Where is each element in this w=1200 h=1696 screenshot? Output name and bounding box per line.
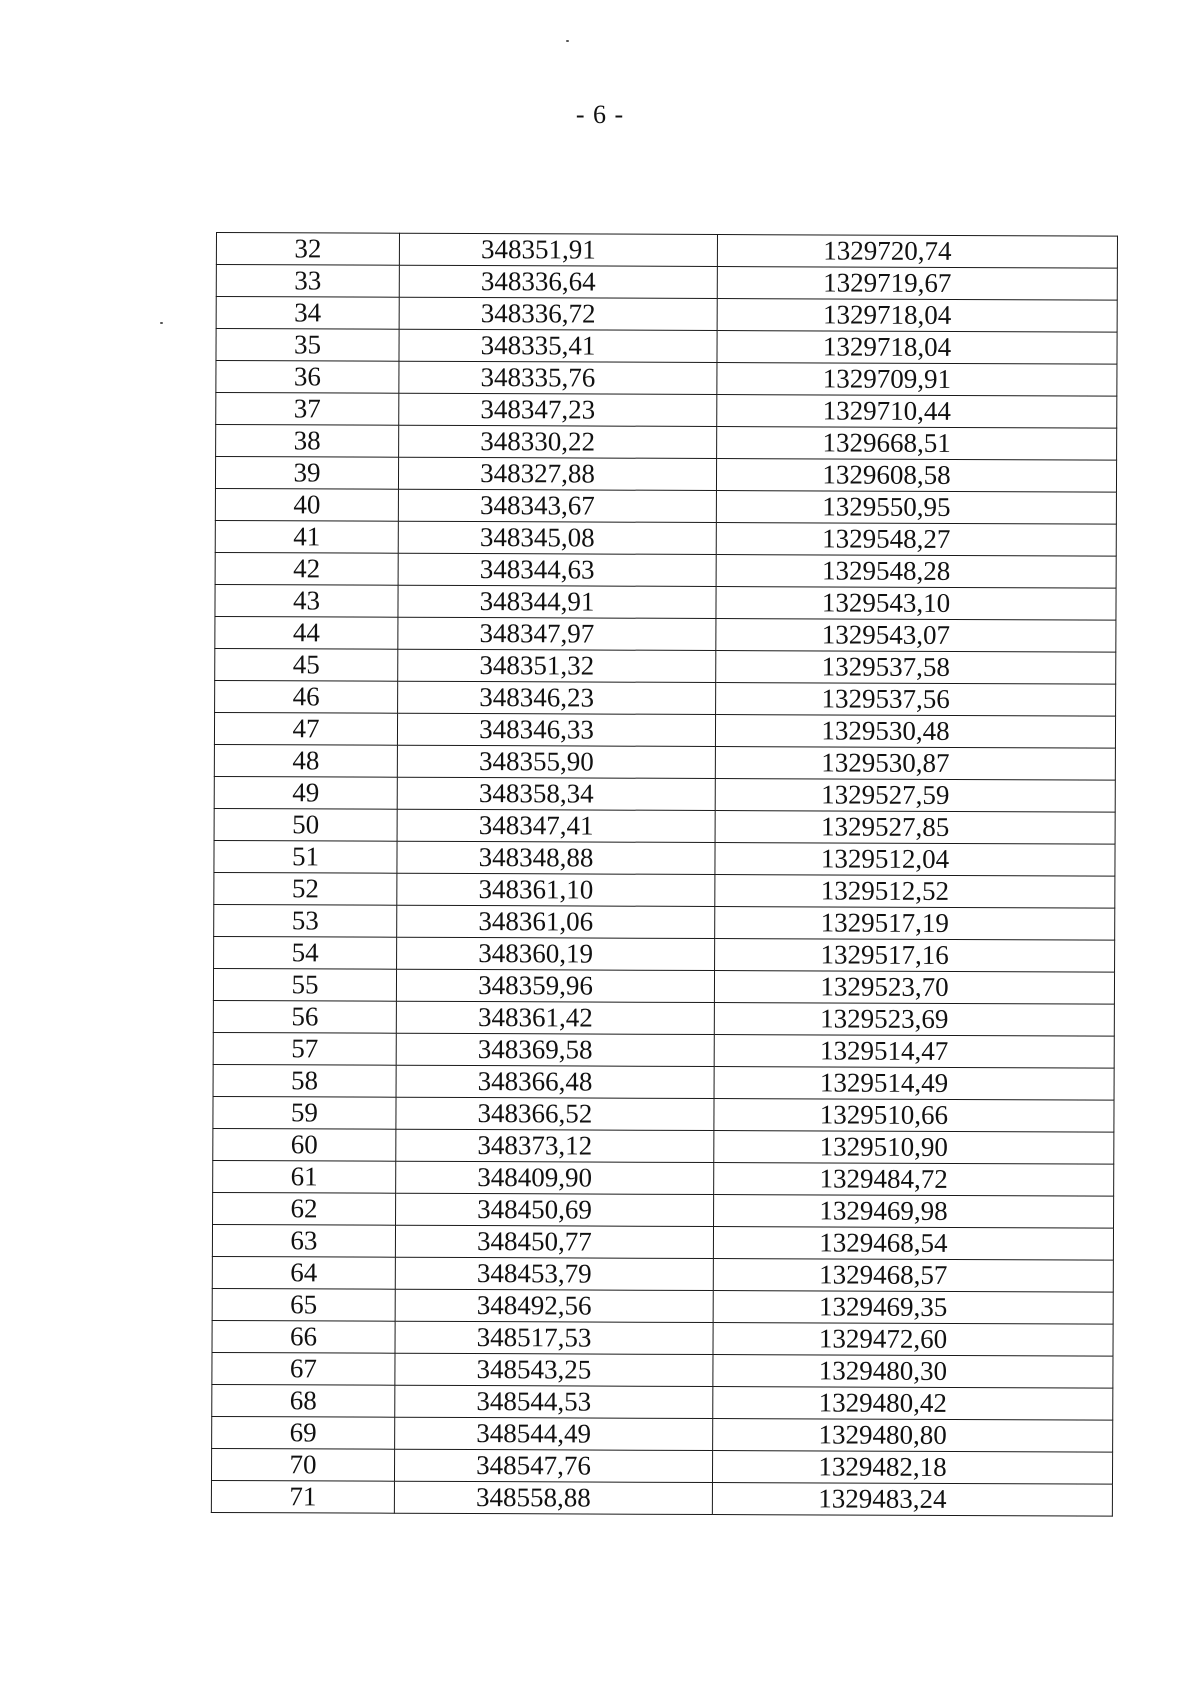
y-coordinate-cell: 1329517,16: [715, 939, 1115, 973]
x-coordinate-cell: 348361,42: [396, 1001, 714, 1034]
table-row: [213, 968, 1114, 1004]
table-row: [213, 1160, 1114, 1196]
point-number-cell: 45: [215, 648, 398, 681]
y-coordinate-cell: 1329537,56: [716, 683, 1116, 717]
point-number-cell: 35: [216, 329, 399, 362]
point-number-cell: 56: [213, 1000, 396, 1033]
y-coordinate-cell: 1329514,47: [714, 1035, 1114, 1069]
table-row: [211, 1480, 1112, 1516]
table-row: [215, 680, 1116, 716]
table-row: [216, 329, 1117, 365]
point-number-cell: 71: [211, 1480, 394, 1513]
y-coordinate-cell: 1329719,67: [717, 267, 1117, 301]
table-row: [216, 233, 1117, 269]
x-coordinate-cell: 348453,79: [395, 1257, 713, 1290]
point-number-cell: 51: [214, 840, 397, 873]
x-coordinate-cell: 348344,63: [398, 553, 716, 586]
table-row: [213, 1064, 1114, 1100]
point-number-cell: 37: [216, 393, 399, 426]
x-coordinate-cell: 348409,90: [396, 1161, 714, 1194]
point-number-cell: 44: [215, 616, 398, 649]
y-coordinate-cell: 1329608,58: [716, 459, 1116, 493]
y-coordinate-cell: 1329472,60: [713, 1323, 1113, 1357]
y-coordinate-cell: 1329484,72: [714, 1163, 1114, 1197]
table-row: [212, 1384, 1113, 1420]
y-coordinate-cell: 1329718,04: [717, 331, 1117, 365]
table-row: [216, 393, 1117, 429]
y-coordinate-cell: 1329709,91: [717, 363, 1117, 397]
scan-speck: [160, 322, 163, 324]
point-number-cell: 69: [212, 1416, 395, 1449]
table-row: [216, 297, 1117, 333]
table-row: [213, 1000, 1114, 1036]
x-coordinate-cell: 348547,76: [394, 1449, 712, 1482]
x-coordinate-cell: 348351,91: [399, 233, 717, 266]
y-coordinate-cell: 1329527,59: [715, 779, 1115, 813]
point-number-cell: 58: [213, 1064, 396, 1097]
table-row: [212, 1320, 1113, 1356]
table-row: [216, 361, 1117, 397]
table-row: [216, 425, 1117, 461]
y-coordinate-cell: 1329720,74: [717, 235, 1117, 269]
table-row: [214, 904, 1115, 940]
table-row: [212, 1352, 1113, 1388]
x-coordinate-cell: 348369,58: [396, 1033, 714, 1066]
x-coordinate-cell: 348361,10: [397, 873, 715, 906]
table-row: [215, 457, 1116, 493]
x-coordinate-cell: 348347,41: [397, 809, 715, 842]
x-coordinate-cell: 348336,72: [399, 297, 717, 330]
y-coordinate-cell: 1329510,90: [714, 1131, 1114, 1165]
point-number-cell: 65: [212, 1288, 395, 1321]
point-number-cell: 41: [215, 520, 398, 553]
point-number-cell: 55: [213, 968, 396, 1001]
point-number-cell: 53: [214, 904, 397, 937]
y-coordinate-cell: 1329523,70: [714, 971, 1114, 1005]
x-coordinate-cell: 348344,91: [398, 585, 716, 618]
point-number-cell: 43: [215, 584, 398, 617]
point-number-cell: 36: [216, 361, 399, 394]
x-coordinate-cell: 348492,56: [395, 1289, 713, 1322]
x-coordinate-cell: 348358,34: [397, 777, 715, 810]
y-coordinate-cell: 1329512,04: [715, 843, 1115, 877]
y-coordinate-cell: 1329530,87: [715, 747, 1115, 781]
x-coordinate-cell: 348355,90: [397, 745, 715, 778]
y-coordinate-cell: 1329468,57: [713, 1259, 1113, 1293]
point-number-cell: 54: [214, 936, 397, 969]
table-row: [215, 648, 1116, 684]
x-coordinate-cell: 348351,32: [398, 649, 716, 682]
x-coordinate-cell: 348327,88: [398, 457, 716, 490]
y-coordinate-cell: 1329548,27: [716, 523, 1116, 557]
x-coordinate-cell: 348345,08: [398, 521, 716, 554]
point-number-cell: 63: [212, 1224, 395, 1257]
point-number-cell: 68: [212, 1384, 395, 1417]
table-row: [214, 712, 1115, 748]
x-coordinate-cell: 348373,12: [396, 1129, 714, 1162]
y-coordinate-cell: 1329530,48: [715, 715, 1115, 749]
table-row: [215, 488, 1116, 524]
page-number: - 6 -: [575, 100, 625, 129]
y-coordinate-cell: 1329482,18: [712, 1451, 1112, 1485]
point-number-cell: 34: [216, 297, 399, 330]
table-row: [216, 265, 1117, 301]
y-coordinate-cell: 1329469,98: [714, 1195, 1114, 1229]
x-coordinate-cell: 348517,53: [395, 1321, 713, 1354]
x-coordinate-cell: 348348,88: [397, 841, 715, 874]
x-coordinate-cell: 348558,88: [394, 1481, 712, 1514]
y-coordinate-cell: 1329510,66: [714, 1099, 1114, 1133]
x-coordinate-cell: 348361,06: [397, 905, 715, 938]
point-number-cell: 61: [213, 1160, 396, 1193]
point-number-cell: 67: [212, 1352, 395, 1385]
point-number-cell: 59: [213, 1096, 396, 1129]
table-row: [212, 1256, 1113, 1292]
x-coordinate-cell: 348335,41: [399, 329, 717, 362]
x-coordinate-cell: 348346,23: [398, 681, 716, 714]
point-number-cell: 39: [215, 457, 398, 490]
y-coordinate-cell: 1329668,51: [717, 427, 1117, 461]
y-coordinate-cell: 1329543,07: [716, 619, 1116, 653]
table-row: [215, 552, 1116, 588]
point-number-cell: 33: [216, 265, 399, 298]
table-row: [213, 1128, 1114, 1164]
point-number-cell: 38: [216, 425, 399, 458]
x-coordinate-cell: 348366,48: [396, 1065, 714, 1098]
table-row: [214, 744, 1115, 780]
table-row: [214, 872, 1115, 908]
x-coordinate-cell: 348346,33: [397, 713, 715, 746]
table-row: [213, 1192, 1114, 1228]
table-row: [212, 1416, 1113, 1452]
point-number-cell: 47: [214, 712, 397, 745]
scan-speck: [566, 40, 569, 42]
y-coordinate-cell: 1329480,30: [713, 1355, 1113, 1389]
table-row: [214, 840, 1115, 876]
point-number-cell: 49: [214, 776, 397, 809]
y-coordinate-cell: 1329548,28: [716, 555, 1116, 589]
table-row: [212, 1288, 1113, 1324]
x-coordinate-cell: 348343,67: [398, 489, 716, 522]
table-row: [211, 1448, 1112, 1484]
y-coordinate-cell: 1329517,19: [715, 907, 1115, 941]
x-coordinate-cell: 348450,69: [396, 1193, 714, 1226]
x-coordinate-cell: 348544,53: [395, 1385, 713, 1418]
x-coordinate-cell: 348336,64: [399, 265, 717, 298]
y-coordinate-cell: 1329469,35: [713, 1291, 1113, 1325]
x-coordinate-cell: 348347,97: [398, 617, 716, 650]
x-coordinate-cell: 348330,22: [399, 425, 717, 458]
y-coordinate-cell: 1329514,49: [714, 1067, 1114, 1101]
y-coordinate-cell: 1329550,95: [716, 491, 1116, 525]
table-row: [212, 1224, 1113, 1260]
y-coordinate-cell: 1329468,54: [713, 1227, 1113, 1261]
table-row: [213, 1096, 1114, 1132]
point-number-cell: 60: [213, 1128, 396, 1161]
x-coordinate-cell: 348347,23: [399, 393, 717, 426]
x-coordinate-cell: 348544,49: [395, 1417, 713, 1450]
y-coordinate-cell: 1329710,44: [717, 395, 1117, 429]
point-number-cell: 66: [212, 1320, 395, 1353]
x-coordinate-cell: 348543,25: [395, 1353, 713, 1386]
point-number-cell: 32: [216, 233, 399, 266]
y-coordinate-cell: 1329543,10: [716, 587, 1116, 621]
x-coordinate-cell: 348335,76: [399, 361, 717, 394]
y-coordinate-cell: 1329537,58: [716, 651, 1116, 685]
y-coordinate-cell: 1329527,85: [715, 811, 1115, 845]
table-row: [215, 520, 1116, 556]
point-number-cell: 46: [215, 680, 398, 713]
point-number-cell: 50: [214, 808, 397, 841]
point-number-cell: 40: [215, 488, 398, 521]
point-number-cell: 62: [213, 1192, 396, 1225]
y-coordinate-cell: 1329718,04: [717, 299, 1117, 333]
table-row: [214, 808, 1115, 844]
table-row: [213, 1032, 1114, 1068]
point-number-cell: 70: [211, 1448, 394, 1481]
x-coordinate-cell: 348360,19: [397, 937, 715, 970]
table-row: [215, 584, 1116, 620]
x-coordinate-cell: 348359,96: [396, 969, 714, 1002]
point-number-cell: 57: [213, 1032, 396, 1065]
coordinates-table-body: [211, 233, 1117, 1517]
x-coordinate-cell: 348366,52: [396, 1097, 714, 1130]
y-coordinate-cell: 1329483,24: [712, 1483, 1112, 1517]
table-row: [214, 776, 1115, 812]
point-number-cell: 64: [212, 1256, 395, 1289]
x-coordinate-cell: 348450,77: [395, 1225, 713, 1258]
y-coordinate-cell: 1329512,52: [715, 875, 1115, 909]
table-row: [215, 616, 1116, 652]
y-coordinate-cell: 1329480,80: [713, 1419, 1113, 1453]
coordinates-table: [211, 232, 1118, 1517]
point-number-cell: 48: [214, 744, 397, 777]
point-number-cell: 42: [215, 552, 398, 585]
y-coordinate-cell: 1329523,69: [714, 1003, 1114, 1037]
table-row: [214, 936, 1115, 972]
y-coordinate-cell: 1329480,42: [713, 1387, 1113, 1421]
point-number-cell: 52: [214, 872, 397, 905]
